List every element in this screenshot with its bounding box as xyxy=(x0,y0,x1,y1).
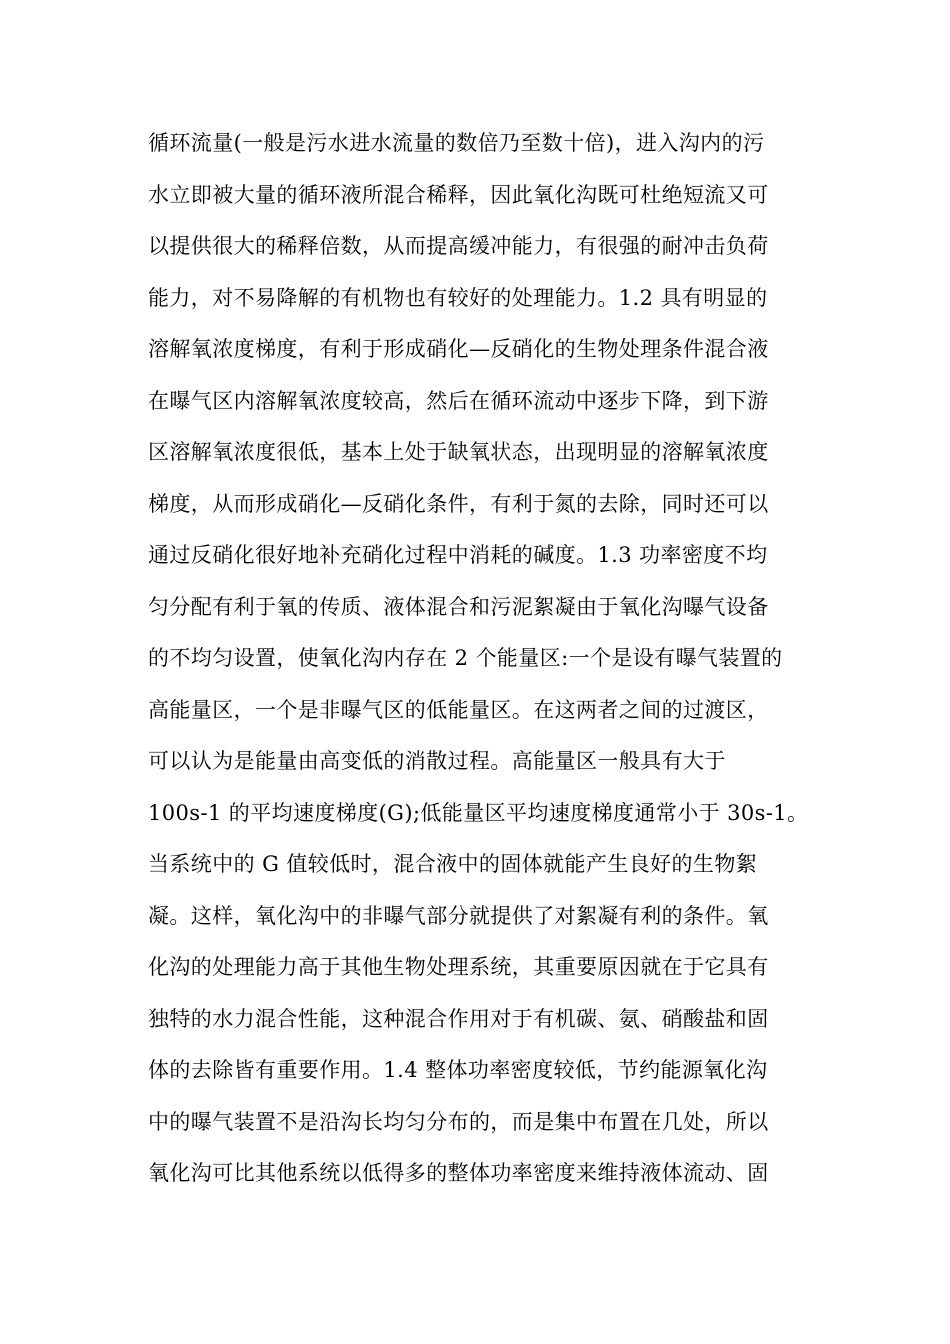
text-line: 中的曝气装置不是沿沟长均匀分布的，而是集中布置在几处，所以 xyxy=(148,1109,769,1134)
text-line: 循环流量(一般是污水进水流量的数倍乃至数十倍)，进入沟内的污 xyxy=(148,131,765,155)
text-line: 通过反硝化很好地补充硝化过程中消耗的碱度。1.3 功率密度不均 xyxy=(148,543,768,567)
text-line: 在曝气区内溶解氧浓度较高，然后在循环流动中逐步下降，到下游 xyxy=(148,388,769,413)
text-line: 100s-1 的平均速度梯度(G);低能量区平均速度梯度通常小于 30s-1。 xyxy=(148,800,809,825)
text-line: 溶解氧浓度梯度，有利于形成硝化—反硝化的生物处理条件混合液 xyxy=(148,337,769,361)
text-line: 氧化沟可比其他系统以低得多的整体功率密度来维持液体流动、固 xyxy=(148,1161,769,1185)
text-line: 水立即被大量的循环液所混合稀释，因此氧化沟既可杜绝短流又可 xyxy=(148,182,769,207)
text-line: 匀分配有利于氧的传质、液体混合和污泥絮凝由于氧化沟曝气设备 xyxy=(148,594,769,619)
text-line: 区溶解氧浓度很低，基本上处于缺氧状态，出现明显的溶解氧浓度 xyxy=(148,440,769,464)
text-line: 以提供很大的稀释倍数，从而提高缓冲能力，有很强的耐冲击负荷 xyxy=(148,234,769,258)
text-line: 当系统中的 G 值较低时，混合液中的固体就能产生良好的生物絮 xyxy=(148,852,758,876)
text-line: 凝。这样，氧化沟中的非曝气部分就提供了对絮凝有利的条件。氧 xyxy=(148,903,769,928)
text-line: 梯度，从而形成硝化—反硝化条件，有利于氮的去除，同时还可以 xyxy=(148,491,769,516)
text-line: 的不均匀设置，使氧化沟内存在 2 个能量区:一个是设有曝气装置的 xyxy=(148,646,783,670)
text-line: 可以认为是能量由高变低的消散过程。高能量区一般具有大于 xyxy=(148,749,726,773)
text-line: 高能量区，一个是非曝气区的低能量区。在这两者之间的过渡区， xyxy=(148,697,769,722)
text-line: 能力，对不易降解的有机物也有较好的处理能力。1.2 具有明显的 xyxy=(148,285,768,310)
body-text xyxy=(148,118,808,1200)
text-line: 独特的水力混合性能，这种混合作用对于有机碳、氨、硝酸盐和固 xyxy=(148,1006,769,1031)
text-line: 化沟的处理能力高于其他生物处理系统，其重要原因就在于它具有 xyxy=(148,955,769,979)
text-line: 体的去除皆有重要作用。1.4 整体功率密度较低，节约能源氧化沟 xyxy=(148,1058,768,1082)
